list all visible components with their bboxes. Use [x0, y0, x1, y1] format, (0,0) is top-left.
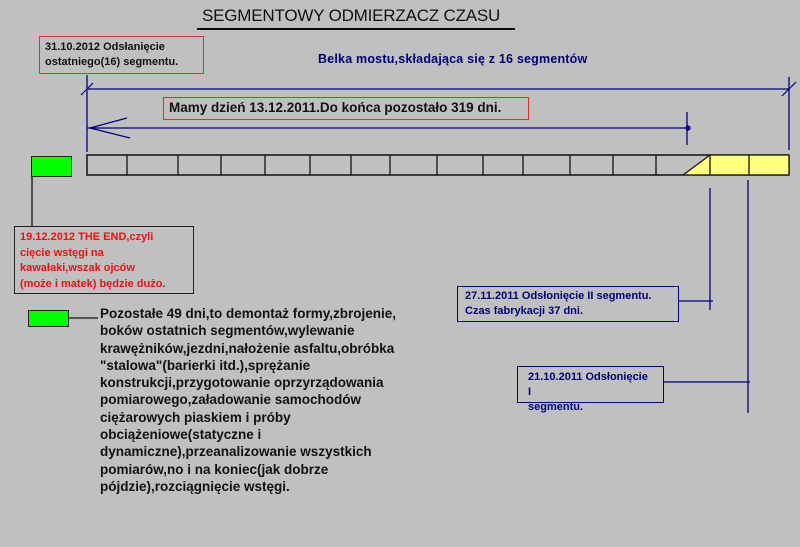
description-line: pomiarowego,załadowanie samochodów	[100, 392, 362, 408]
segment-2-callout	[457, 286, 679, 322]
finish-marker	[31, 156, 72, 177]
description-line: boków ostatnich segmentów,wylewanie	[100, 323, 355, 339]
description-line: pójdzie),rozciągnięcie wstęgi.	[100, 478, 290, 494]
callout-line: 19.12.2012 THE END,czyli	[20, 231, 154, 243]
the-end-callout	[14, 226, 194, 294]
today-callout: Mamy dzień 13.12.2011.Do końca pozostało 319 dni.	[163, 97, 529, 120]
callout-line: ostatniego(16) segmentu.	[45, 56, 179, 68]
description-line: obciążeniowe(statyczne i	[100, 427, 262, 443]
description-line: krawężników,jezdni,nałożenie asfaltu,obróbka	[100, 340, 395, 356]
callout-line: (może i matek) będzie dużo.	[20, 277, 166, 290]
beam-label: Belka mostu,składająca się z 16 segmentów	[318, 52, 588, 66]
remaining-work-description	[100, 305, 430, 495]
description-line: konstrukcji,przygotowanie oprzyrządowania	[100, 375, 384, 391]
callout-line: 21.10.2011 Odsłonięcie I	[528, 371, 648, 398]
bridge-beam	[87, 155, 789, 175]
callout-line: segmentu.	[528, 401, 584, 413]
callout-line: cięcie wstęgi na	[20, 246, 104, 259]
description-line: dynamiczne),przeanalizowanie wszystkich	[100, 444, 372, 460]
callout-line: 31.10.2012 Odsłanięcie	[45, 41, 165, 53]
legend-finish-marker	[28, 310, 69, 327]
callout-line: 27.11.2011 Odsłonięcie II segmentu.	[465, 290, 652, 302]
last-segment-callout	[39, 36, 204, 74]
callout-line: Czas fabrykacji 37 dni.	[465, 305, 583, 317]
diagram-title: SEGMENTOWY ODMIERZACZ CZASU	[202, 6, 501, 25]
description-line: ciężarowych piaskiem i próby	[100, 409, 291, 425]
callout-line: kawałaki,wszak ojców	[20, 262, 135, 274]
segment-1-callout	[517, 366, 664, 413]
description-line: "stalowa"(barierki itd.),sprężanie	[100, 357, 311, 373]
description-line: pomiarów,no i na koniec(jak dobrze	[100, 461, 329, 477]
description-line: Pozostałe 49 dni,to demontaż formy,zbrojenie,	[100, 306, 397, 321]
